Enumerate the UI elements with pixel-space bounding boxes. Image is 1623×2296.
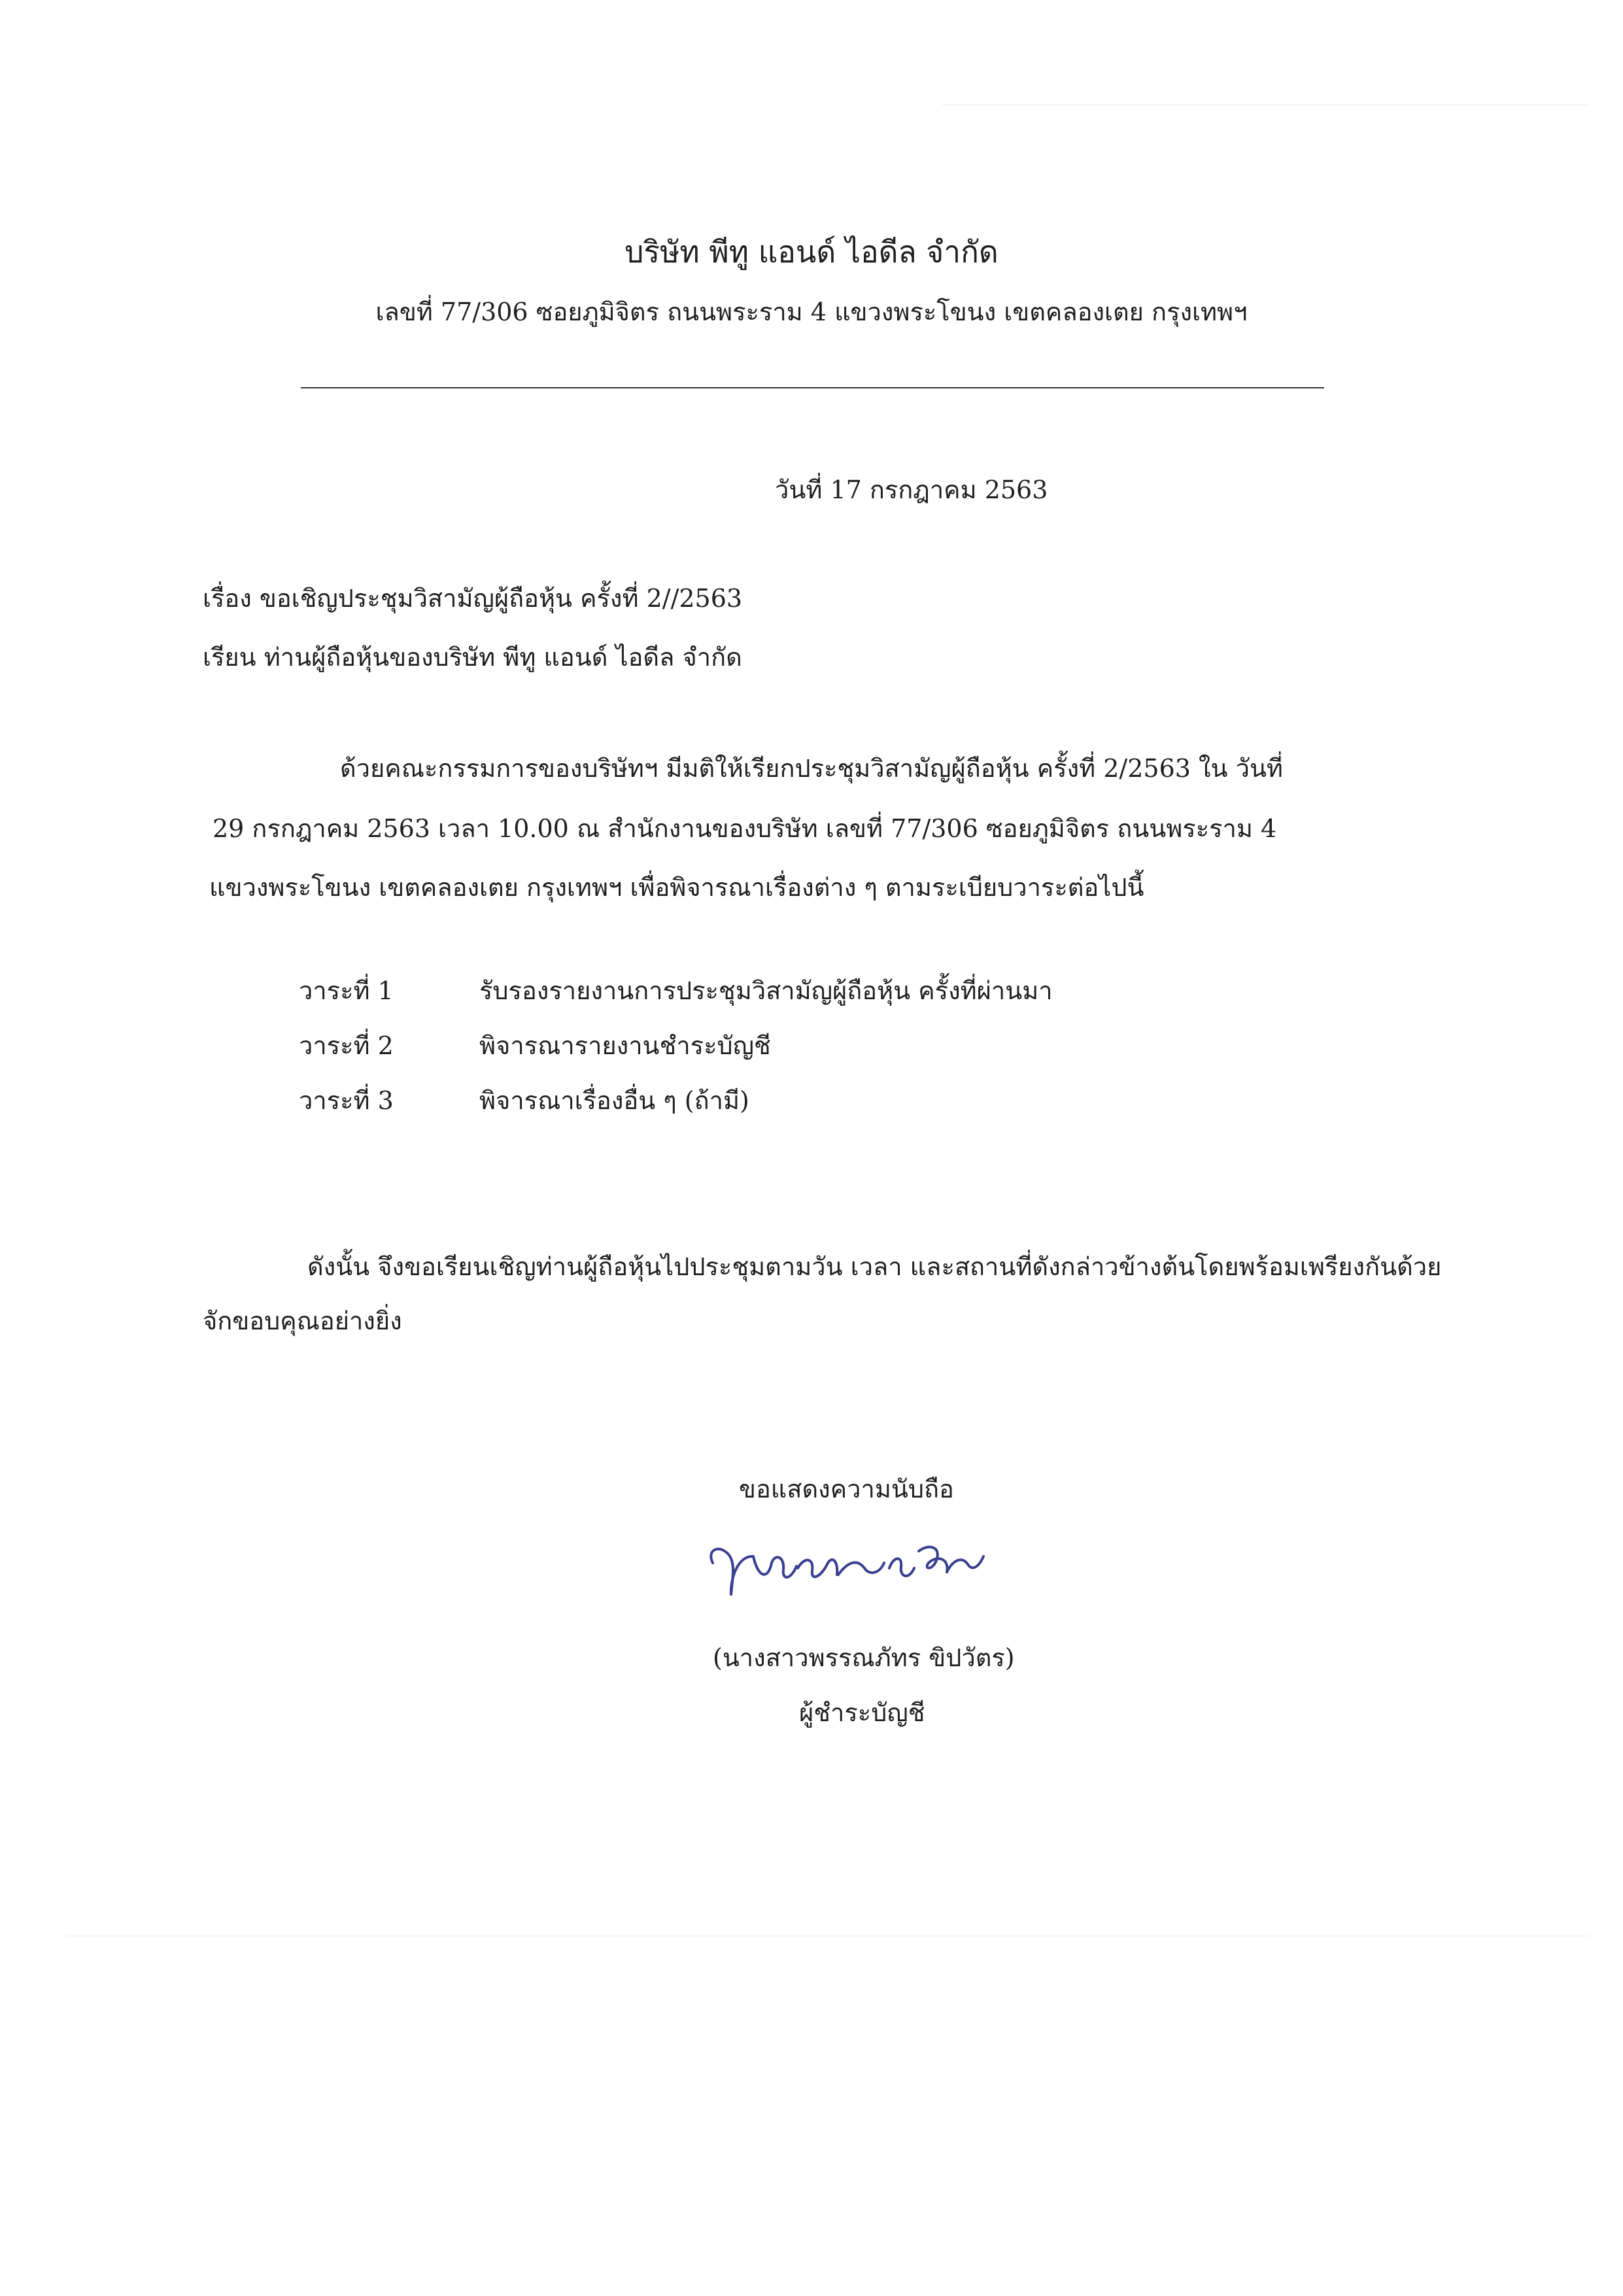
signer-name: (นางสาวพรรณภัทร ขิปวัตร) — [713, 1643, 1015, 1672]
letter-recipient: เรียน ท่านผู้ถือหุ้นของบริษัท พีทู แอนด์ ไอดีล จำกัด — [203, 643, 742, 672]
company-address: เลขที่ 77/306 ซอยภูมิจิตร ถนนพระราม 4 แขวงพระโขนง เขตคลองเตย กรุงเทพฯ — [375, 298, 1248, 326]
agenda-number-2: วาระที่ 2 — [299, 1031, 394, 1060]
agenda-number-3: วาระที่ 3 — [299, 1086, 394, 1115]
closing-paragraph-line-1: ดังนั้น จึงขอเรียนเชิญท่านผู้ถือหุ้นไปประชุมตามวัน เวลา และสถานที่ดังกล่าวข้างต้นโดยพร้อมเพรียงกันด้วย — [307, 1252, 1442, 1281]
closing-paragraph-line-2: จักขอบคุณอย่างยิ่ง — [203, 1307, 402, 1335]
company-name: บริษัท พีทู แอนด์ ไอดีล จำกัด — [624, 234, 999, 269]
letter-date: วันที่ 17 กรกฎาคม 2563 — [775, 475, 1048, 504]
agenda-title-1: รับรองรายงานการประชุมวิสามัญผู้ถือหุ้น ครั้งที่ผ่านมา — [479, 976, 1053, 1005]
signer-title: ผู้ชำระบัญชี — [799, 1698, 925, 1727]
body-paragraph-line-2: 29 กรกฎาคม 2563 เวลา 10.00 ณ สำนักงานของบริษัท เลขที่ 77/306 ซอยภูมิจิตร ถนนพระราม 4 — [213, 814, 1277, 843]
header-divider — [301, 387, 1324, 388]
agenda-title-2: พิจารณารายงานชำระบัญชี — [479, 1031, 771, 1060]
closing-regards: ขอแสดงความนับถือ — [739, 1475, 954, 1503]
body-paragraph-line-3: แขวงพระโขนง เขตคลองเตย กรุงเทพฯ เพื่อพิจารณาเรื่องต่าง ๆ ตามระเบียบวาระต่อไปนี้ — [209, 873, 1144, 902]
body-paragraph-line-1: ด้วยคณะกรรมการของบริษัทฯ มีมติให้เรียกประชุมวิสามัญผู้ถือหุ้น ครั้งที่ 2/2563 ใน วันที่ — [340, 754, 1283, 783]
handwritten-signature — [693, 1517, 994, 1615]
letter-subject: เรื่อง ขอเชิญประชุมวิสามัญผู้ถือหุ้น ครั้งที่ 2//2563 — [203, 584, 743, 613]
agenda-title-3: พิจารณาเรื่องอื่น ๆ (ถ้ามี) — [479, 1086, 749, 1115]
agenda-number-1: วาระที่ 1 — [299, 976, 394, 1005]
